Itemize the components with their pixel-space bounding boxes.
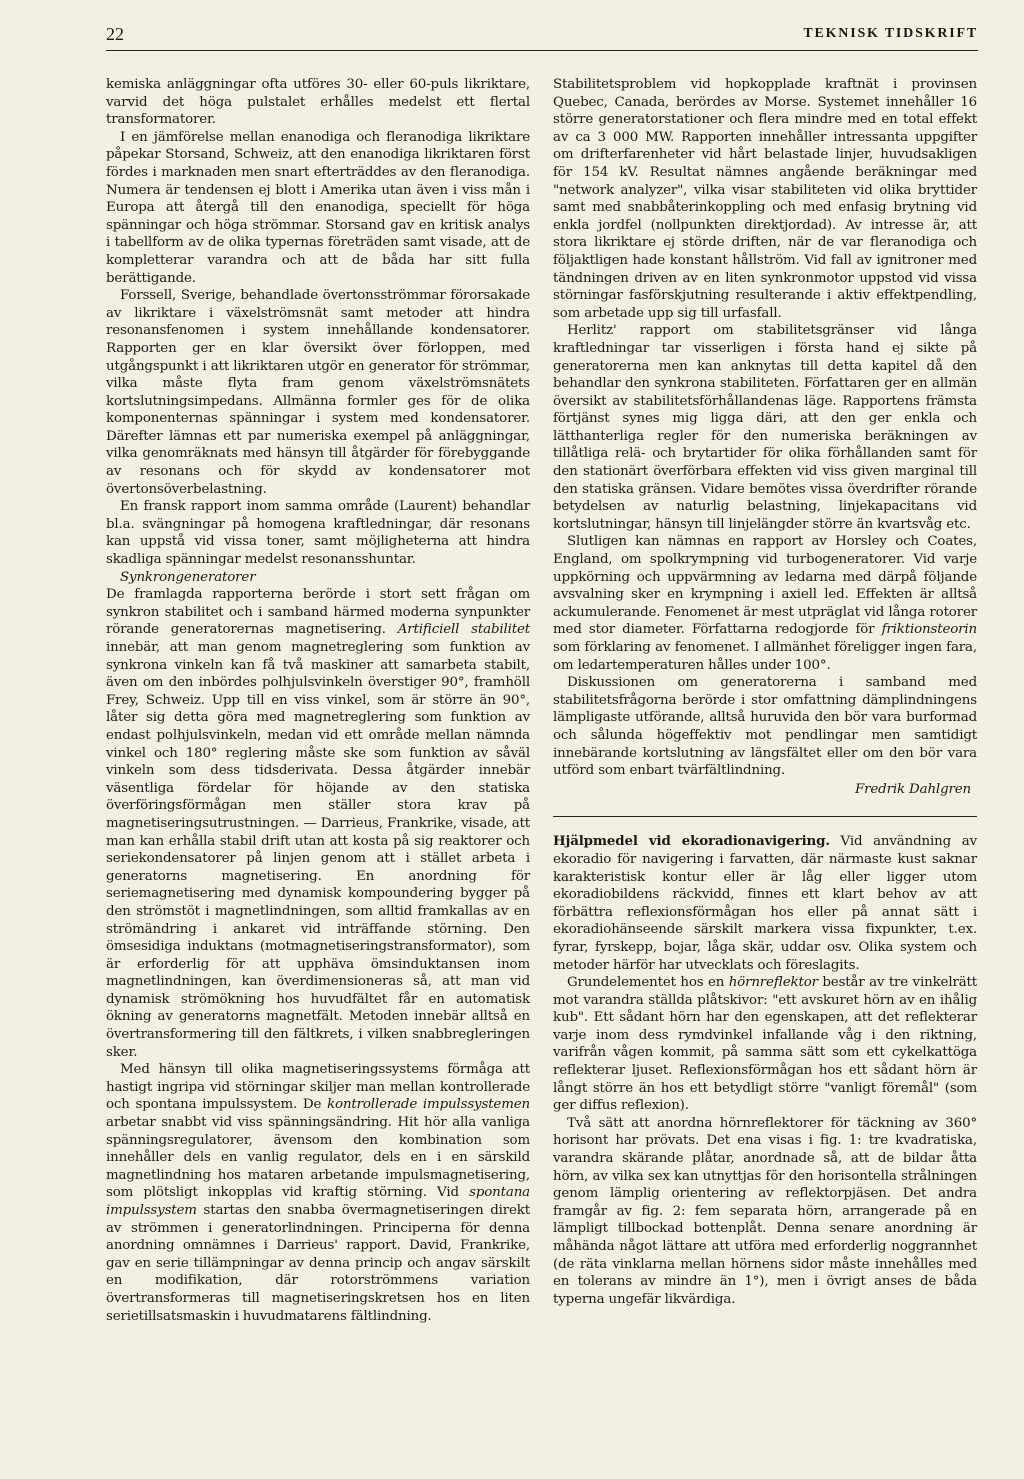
author-signature: Fredrik Dahlgren <box>855 781 971 797</box>
paragraph: kemiska anläggningar ofta utföres 30- eller 60-puls likriktare, varvid det höga pulstalet erhålles medelst ett flertal transformatorer. <box>106 77 530 128</box>
paragraph: Diskussionen om generatorerna i samband med stabilitetsfrågorna berörde i stor omfattning dämplindningens lämpligaste utförande, alltså huruvida den bör vara burformad och sålunda högeffektiv mot pendlingar men samtidigt innebärande kortslutning av längsfältet eller om den bör vara utförd som enbart tvärfältlindning. <box>553 675 977 779</box>
section-heading: Synkrongeneratorer <box>120 569 256 585</box>
text-run: De framlagda rapporterna berörde i stort sett frågan om synkron stabilitet och i samband härmed moderna synpunkter rörande generatorernas magnetisering. <box>106 587 530 638</box>
paragraph: I en jämförelse mellan enanodiga och fleranodiga likriktare påpekar Storsand, Schweiz, att den enanodiga likriktaren först fördes i marknaden men snart efterträddes av den fleranodiga. Numera är tendensen ej blott i Amerika utan även i viss mån i Europa att återgå till den enanodiga, speciellt för höga spänningar och höga strömmar. Storsand gav en kritisk analys i tabellform av de olika typernas företräden samt visade, att de kompletterar varandra och att de båda har sitt fulla berättigande. <box>106 129 530 286</box>
emphasis: Artificiell stabilitet <box>397 622 530 638</box>
paragraph: En fransk rapport inom samma område (Laurent) behandlar bl.a. svängningar på homogena kraftledningar, där resonans kan uppstå vid vissa toner, samt möjligheterna att hindra skadliga spänningar medelst resonansshuntar. <box>106 499 530 568</box>
text-run: startas den snabba övermagnetiseringen direkt av strömmen i generatorlindningen. Principerna för denna anordning omnämnes i Darrieus' rapport. David, Frankrike, gav en serie tillämpningar av denna princip och angav särskilt en modifikation, där rotorströmmens variation övertransformeras till magnetiseringskretsen hos en liten serietillsatsmaskin i huvudmatarens fältlindning. <box>106 1203 530 1324</box>
journal-title: TEKNISK TIDSKRIFT <box>803 26 978 41</box>
paragraph: Forssell, Sverige, behandlade övertonsströmmar förorsakade av likriktare i växelströmsnät samt metoder att hindra resonansfenomen i system innehållande kondensatorer. Rapporten ger en klar översikt över förloppen, med utgångspunkt i att likriktaren utgör en generator för strömmar, vilka måste flyta fram genom växelströmsnätets kortslutningsimpedans. Allmänna formler ges för de olika komponenternas spänningar i system med kondensatorer. Därefter lämnas ett par numeriska exempel på anläggningar, vilka genomräknats med hänsyn till åtgärder för förebyggande av resonans och för skydd av kondensatorer mot övertonsöverbelastning. <box>106 288 530 497</box>
emphasis: hörnreflektor <box>728 975 818 991</box>
paragraph <box>553 833 977 974</box>
paragraph: Två sätt att anordna hörnreflektorer för täckning av 360° horisont har prövats. Det ena visas i fig. 1: tre kvadratiska, varandra skärande plåtar, anordnade så, att de bildar åtta hörn, av vilka sex kan utnyttjas för den horisontella strålningen genom lämplig orientering av reflektorpjäsen. Det andra framgår av fig. 2: fem separata hörn, arrangerade på en lämpligt tillbockad bottenplåt. Denna senare anordning är måhända något lättare att utföra med erforderlig noggrannhet (de räta vinklarna mellan hörnens sidor måste innehålles med en tolerans av mindre än 1°), men i övrigt anses de båda typerna ungefär likvärdiga. <box>553 1115 977 1307</box>
text-run: som förklaring av fenomenet. I allmänhet föreligger ingen fara, om ledartemperaturen hålles under 100°. <box>553 640 977 673</box>
paragraph: Herlitz' rapport om stabilitetsgränser vid långa kraftledningar tar visserligen i första hand ej sikte på generatorerna men kan anknytas till detta kapitel då den behandlar den synkrona stabiliteten. Författaren ger en allmän översikt av stabilitetsförhållandenas läge. Rapportens främsta förtjänst synes mig ligga däri, att den ger enkla och lätthanterliga regler för den numeriska beräkningen av tillåtliga relä- och brytartider för olika förhållanden samt för den stationärt överförbara effekten vid viss given marginal till den statiska gränsen. Vidare bemötes vissa överdrifter rörande betydelsen av naturlig belastning, linjekapacitans vid kortslutningar, hänsyn till linjelängder större än kvartsvåg etc. <box>553 323 977 532</box>
paragraph: Stabilitetsproblem vid hopkopplade kraftnät i provinsen Quebec, Canada, berördes av Morse. Systemet innehåller 16 större generatorstationer och flera mindre med en total effekt av ca 3 000 MW. Rapporten innehåller intressanta uppgifter om drifterfarenheter vid hårt belastade linjer, huvudsakligen för 154 kV. Resultat nämnes angående beräkningar med "network analyzer", vilka visar stabiliteten vid olika bryttider samt med snabbåterinkoppling och med enfasig brytning vid enkla jordfel (nollpunkten direktjordad). Av intresse är, att stora likriktare ej störde driften, när de var fleranodiga och följaktligen hade konstant hållström. Vid fall av ignitroner med tändningen driven av en liten synkronmotor uppstod vid vissa störningar fasförskjutning resulterande i aktiv effektpendling, som arbetade upp sig till urfasfall. <box>553 77 977 321</box>
text-run: arbetar snabbt vid viss spänningsändring. Hit hör alla vanliga spänningsregulatorer, ävensom den kombination som innehåller dels en vanlig regulator, dels en i en särskild magnetlindning hos mataren arbetande impulsmagnetisering, som plötsligt inkopplas vid kraftig störning. Vid <box>106 1115 530 1201</box>
paragraph <box>553 533 977 674</box>
header-rule <box>106 50 978 51</box>
text-run: Vid användning av ekoradio för navigering i farvatten, där närmaste kust saknar karakteristisk kontur eller är låg eller ligger utom ekoradiobildens räckvidd, finnes ett klart behov av att förbättra reflexionsförmågan hos eller på annat sätt i ekoradiohänseende särskilt markera vissa fixpunkter, t.ex. fyrar, fyrskepp, bojar, låga skär, uddar osv. Olika system och metoder härför har utvecklats och föreslagits. <box>553 834 977 973</box>
left-column <box>106 76 530 1325</box>
page-header <box>106 22 978 46</box>
right-column <box>553 76 977 1308</box>
paragraph <box>553 974 977 1115</box>
emphasis: friktionsteorin <box>881 622 977 638</box>
text-run: Grundelementet hos en <box>567 975 729 991</box>
text-run: består av tre vinkelrätt mot varandra ställda plåtskivor: "ett avskuret hörn av en ihålig kub". Ett sådant hörn har den egenskapen, att det reflekterar varje inom dess rymdvinkel infallande våg i den riktning, varifrån vågen kommit, på samma sätt som ett cykelkattöga reflekterar ljuset. Reflexionsförmågan hos ett sådant hörn är långt större än hos ett betydligt större "vanligt föremål" (som ger diffus reflexion). <box>553 975 978 1114</box>
page-number: 22 <box>106 23 124 44</box>
article-title: Hjälpmedel vid ekoradionavigering. <box>553 833 830 850</box>
emphasis: kontrollerade impulssystemen <box>327 1097 530 1113</box>
text-run: Slutligen kan nämnas en rapport av Horsley och Coates, England, om spolkrympning vid turbogeneratorer. Vid varje uppkörning och uppvärmning av ledarna med därpå följande avsvalning sker en krympning i axiell led. Effekten är alltså ackumulerande. Fenomenet är mest utpräglat vid långa rotorer med stor diameter. Författarna redogjorde för <box>553 534 977 638</box>
text-run: innebär, att man genom magnetreglering som funktion av synkrona vinkeln kan få två maskiner att samarbeta stabilt, även om den inbördes polhjulsvinkeln överstiger 90°, framhöll Frey, Schweiz. Upp till en viss vinkel, som är större än 90°, låter sig detta göra med magnetreglering som funktion av endast polhjulsvinkeln, medan vid ett område mellan nämnda vinkel och 180° reglering måste ske som funktion av såväl vinkeln som dess tidsderivata. Dessa åtgärder innebär väsentliga fördelar för höjande av den statiska överföringsförmågan men ställer stora krav på magnetiseringsutrustningen. — Darrieus, Frankrike, visade, att man kan erhålla stabil drift utan att kosta på sig reaktorer och seriekondensatorer på linjen genom att i stället arbeta i generatorns magnetisering. En anordning för seriemagnetisering med dynamisk kompoundering bygger på den strömstöt i magnetlindningen, som alltid framkallas av en strömändring i ankaret vid inträffande störning. Den ömsesidiga induktans (motmagnetiseringstransformator), som är erforderlig för att upphäva ömsinduktansen inom magnetlindningen, kan överdimensioneras så, att man vid dynamisk strömökning hos huvudfältet får en automatisk ökning av generatorns magnetfält. Metoden innebär alltså en övertransformering till den fältkrets, i vilken snabbregleringen sker. <box>106 640 530 1060</box>
paragraph <box>106 1061 530 1325</box>
text-run: Med hänsyn till olika magnetiseringssystems förmåga att hastigt ingripa vid störningar skiljer man mellan kontrollerade och spontana impulssystem. De <box>106 1062 530 1113</box>
section-divider <box>553 816 977 817</box>
paragraph <box>106 586 530 1061</box>
emphasis: spontana impulssystem <box>106 1185 530 1218</box>
